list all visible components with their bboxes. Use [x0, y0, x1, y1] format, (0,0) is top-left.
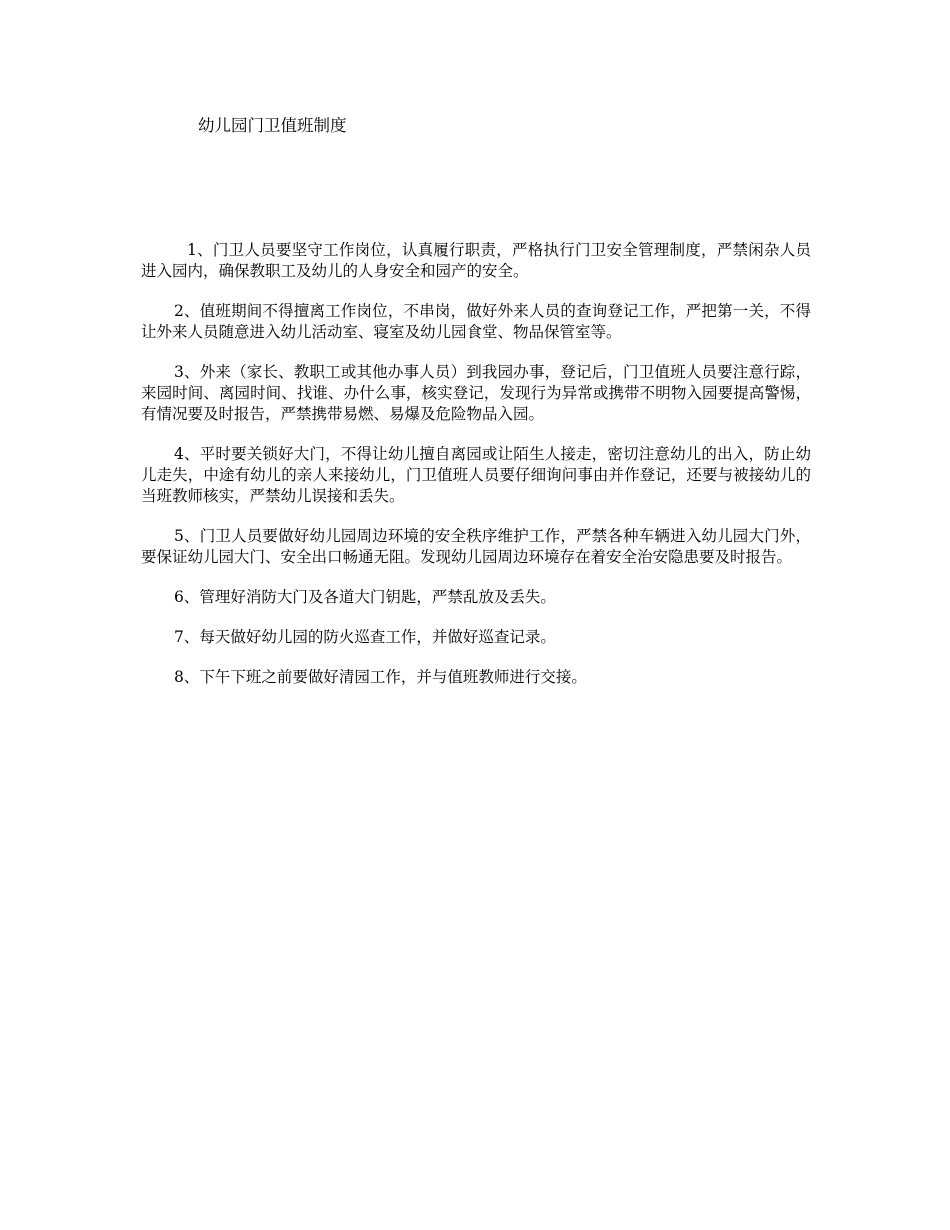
rule-paragraph-5: 5、门卫人员要做好幼儿园周边环境的安全秩序维护工作，严禁各种车辆进入幼儿园大门外，要保证幼儿园大门、安全出口畅通无阻。发现幼儿园周边环境存在着安全治安隐患要及时报告。 — [141, 527, 811, 566]
rule-paragraph-7: 7、每天做好幼儿园的防火巡查工作，并做好巡查记录。 — [174, 628, 556, 646]
rule-paragraph-8: 8、下午下班之前要做好清园工作，并与值班教师进行交接。 — [174, 668, 587, 686]
rule-paragraph-1: 1、门卫人员要坚守工作岗位，认真履行职责，严格执行门卫安全管理制度，严禁闲杂人员进入园内，确保教职工及幼儿的人身安全和园产的安全。 — [141, 241, 811, 280]
rule-paragraph-3: 3、外来（家长、教职工或其他办事人员）到我园办事，登记后，门卫值班人员要注意行踪，来园时间、离园时间、找谁、办什么事，核实登记，发现行为异常或携带不明物入园要提高警惕，有情况要及时报告，严禁携带易燃、易爆及危险物品入园。 — [141, 363, 811, 423]
rule-paragraph-2: 2、值班期间不得擅离工作岗位，不串岗，做好外来人员的查询登记工作，严把第一关，不得让外来人员随意进入幼儿活动室、寝室及幼儿园食堂、物品保管室等。 — [141, 302, 811, 341]
rule-paragraph-6: 6、管理好消防大门及各道大门钥匙，严禁乱放及丢失。 — [174, 588, 556, 606]
rule-paragraph-4: 4、平时要关锁好大门，不得让幼儿擅自离园或让陌生人接走，密切注意幼儿的出入，防止幼儿走失，中途有幼儿的亲人来接幼儿，门卫值班人员要仔细询问事由并作登记，还要与被接幼儿的当班教师核实，严禁幼儿误接和丢失。 — [141, 445, 811, 505]
document-body — [141, 240, 811, 707]
document-title: 幼儿园门卫值班制度 — [198, 116, 347, 135]
